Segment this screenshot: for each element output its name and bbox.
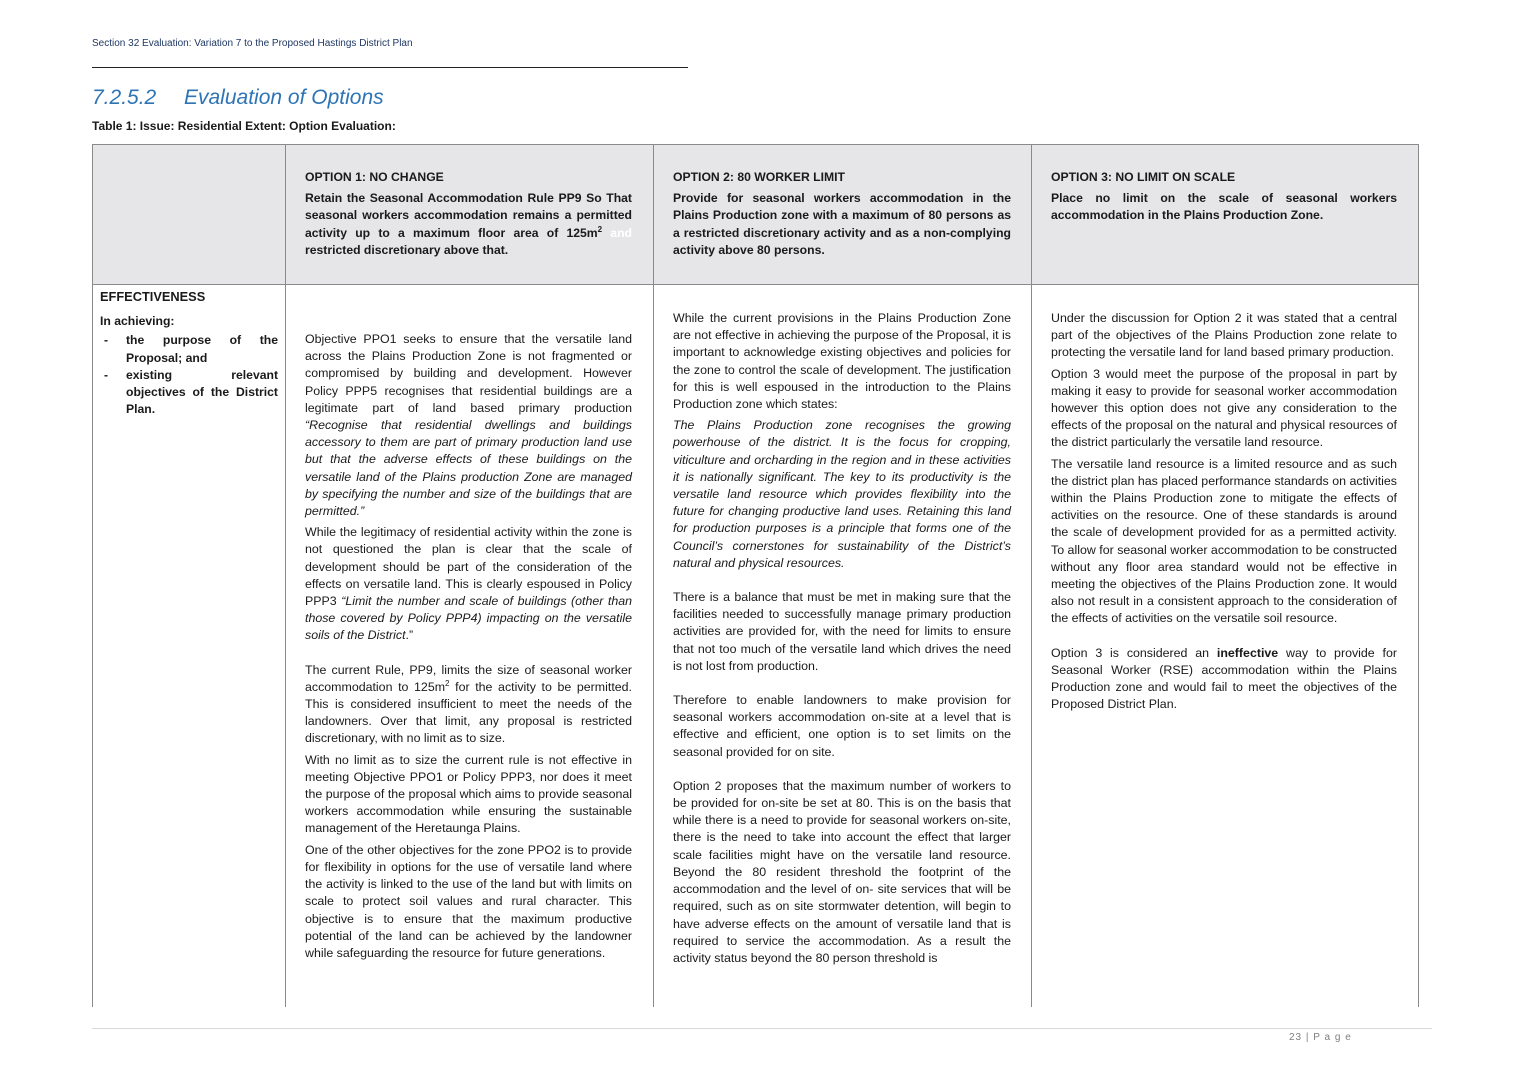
list-item: - existing relevant objectives of the District Plan. [104,367,278,417]
section-number: 7.2.5.2 [92,86,157,109]
option-2-title: OPTION 2: 80 WORKER LIMIT [673,170,845,184]
paragraph: While the current provisions in the Plains Production Zone are not effective in achieving the purpose of the Proposal, it is important to acknowledge existing objectives and policies for the zone to control the scale of development. The justification for this is well espoused in the introduction to the Plains Production zone which states: [673,311,1011,412]
paragraph: With no limit as to size the current rule is not effective in meeting Objective PPO1 or Policy PPP3, nor does it meet the purpose of the proposal which aims to provide seasonal workers accommodation while ensuring the sustainable management of the Heretaunga Plains. [305,752,632,836]
paragraph: Objective PPO1 seeks to ensure that the versatile land across the Plains Production Zone is not fragmented or compromised by building and development. However Policy PPP5 recognises that residential buildings are a legitimate part of land based primary production “Recognise that residential dwellings and buildings accessory to them are part of primary production land use but that the adverse effects of these buildings on the versatile land of the Plains production Zone are managed by specifying the number and size of the buildings that are permitted.” [305,332,632,519]
option-3-header [1051,169,1397,225]
paragraph: Option 2 proposes that the maximum number of workers to be provided for on-site be set at 80. This is on the basis that while there is a need to provide for seasonal workers on-site, there is the need to take into account the effect that larger scale facilities might have on the versatile land resource. Beyond the 80 resident threshold the footprint of the accommodation and the level of on- site services that will be required, such as on site stormwater detention, will begin to have adverse effects on the amount of versatile land that is required to service the accommodation. As a result the activity status beyond the 80 person threshold is [673,778,1011,965]
footer-rule [92,1028,1432,1029]
option-2-description: Provide for seasonal workers accommodation in the Plains Production zone with a maximum of 80 persons as a restricted discretionary activity and as a non-complying activity above 80 persons. [673,191,1011,257]
paragraph: The Plains Production zone recognises the growing powerhouse of the district. It is the focus for cropping, viticulture and orcharding in the region and in these activities it is nationally significant. The key to its productivity is the versatile land resource which provides flexibility into the future for changing productive land uses. Retaining this land for production purposes is a principle that forms one of the Council’s cornerstones for sustainability of the District’s natural and physical resources. [673,418,1011,570]
running-header: Section 32 Evaluation: Variation 7 to the Proposed Hastings District Plan [92,38,413,49]
effectiveness-criteria-list [100,332,278,418]
option-2-effectiveness [673,310,1011,971]
option-evaluation-table [92,144,1419,1007]
column-divider [1031,145,1032,1007]
effectiveness-title: EFFECTIVENESS [100,289,206,304]
section-title: Evaluation of Options [184,86,384,109]
section-heading [92,86,384,110]
list-item: - the purpose of the Proposal; and [104,333,278,365]
paragraph: While the legitimacy of residential activity within the zone is not questioned the plan is clear that the scale of development should be part of the consideration of the effects on versatile land. This is clearly espoused in Policy PPP3 “Limit the number and scale of buildings (other than those covered by Policy PPP4) impacting on the versatile soils of the District.” [305,525,632,643]
paragraph: Option 3 is considered an ineffective way to provide for Seasonal Worker (RSE) accommodation within the Plains Production zone and would fail to meet the objectives of the Proposed District Plan. [1051,645,1397,712]
option-1-description: Retain the Seasonal Accommodation Rule PP9 So That seasonal workers accommodation remains a permitted activity up to a maximum floor area of $125m^2$ and restricted discretionary above that. [305,191,632,257]
paragraph: Therefore to enable landowners to make provision for seasonal workers accommodation on-site at a level that is effective and efficient, one option is to set limits on the seasonal provided for on site. [673,693,1011,759]
option-1-header [305,169,632,259]
header-rule [92,67,688,68]
paragraph: Under the discussion for Option 2 it was stated that a central part of the objectives of the Plains Production zone relate to protecting the versatile land for land based primary production. [1051,311,1397,360]
paragraph: The versatile land resource is a limited resource and as such the district plan has placed performance standards on activities within the Plains Production zone to mitigate the effects of activities on the resource. One of these standards is around the scale of development provided for as a permitted activity. To allow for seasonal worker accommodation to be constructed without any floor area standard would not be effective in meeting the objectives of the Plains Production zone. It would also not result in a consistent approach to the consideration of the effects of activities on the versatile soil resource. [1051,456,1397,626]
option-3-effectiveness [1051,310,1397,717]
option-1-effectiveness [305,331,632,966]
option-3-description: Place no limit on the scale of seasonal workers accommodation in the Plains Production Zone. [1051,191,1397,223]
paragraph: There is a balance that must be met in making sure that the facilities needed to successfully manage primary production activities are provided for, with the need for limits to ensure that not too much of the versatile land which drives the need is not lost from production. [673,590,1011,673]
paragraph: Option 3 would meet the purpose of the proposal in part by making it easy to provide for seasonal worker accommodation however this option does not give any consideration to the effects of the proposal on the natural and physical resources of the district particularly the versatile land resource. [1051,366,1397,450]
page-number: 23 | P a g e [1289,1032,1352,1043]
column-divider [285,145,286,1007]
option-3-title: OPTION 3: NO LIMIT ON SCALE [1051,170,1236,184]
paragraph: One of the other objectives for the zone PPO2 is to provide for flexibility in options for the use of versatile land where the activity is linked to the use of the land but with limits on scale to protect soil values and rural character. This objective is to ensure that the maximum productive potential of the land can be achieved by the landowner while safeguarding the resource for future generations. [305,842,632,960]
option-2-header [673,169,1011,259]
option-1-title: OPTION 1: NO CHANGE [305,170,444,184]
paragraph: The current Rule, PP9, limits the size of seasonal worker accommodation to $125m^2$ for the activity to be permitted. This is considered insufficient to meet the needs of the landowners. Over that limit, any proposal is restricted discretionary, with no limit as to size. [305,662,632,746]
header-divider [93,284,1418,285]
effectiveness-cell [100,288,278,418]
column-divider [653,145,654,1007]
table-caption: Table 1: Issue: Residential Extent: Option Evaluation: [92,119,396,133]
effectiveness-subtitle: In achieving: [100,314,175,329]
